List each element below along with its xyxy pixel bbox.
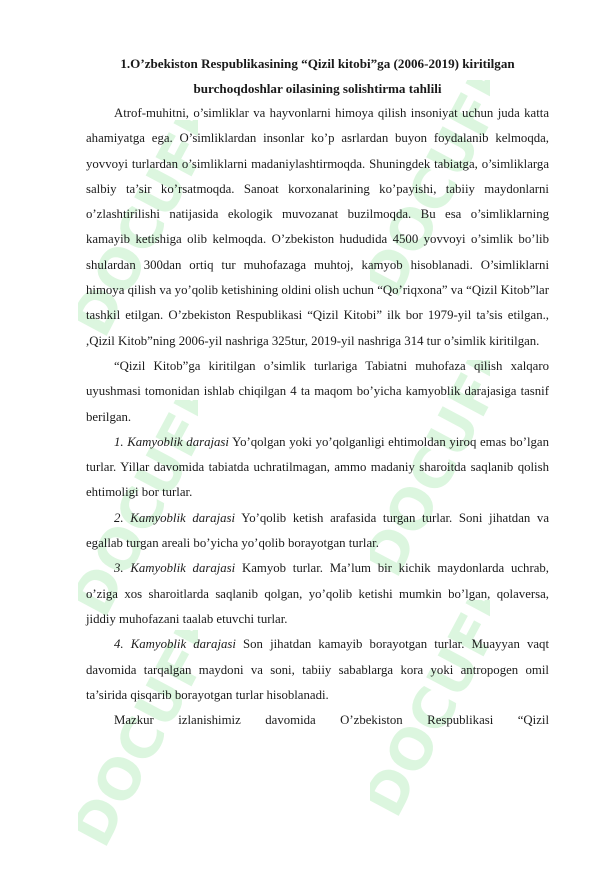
classification-paragraph: “Qizil Kitob”ga kiritilgan o’simlik turlariga Tabiatni muhofaza qilish xalqaro uyushmasi tomonidan ishlab chiqilgan 4 ta maqom bo’yicha kamyoblik darajasiga tasnif berilgan. (86, 358, 549, 424)
document-title (86, 51, 549, 101)
degree-4-term: Kamyoblik darajasi (130, 637, 236, 652)
intro-paragraph: Atrof-muhitni, o’simliklar va hayvonlarni himoya qilish insoniyat uchun juda katta ahamiyatga ega. O’simliklardan insonlar ko’p asrlardan buyon foydalanib kelmoqda, yovvoyi turlardan o’simliklarni madaniylashtirmoqda. Shuningdek tabiatga, o’simliklarga salbiy ta’sir ko’rsatmoqda. Sanoat korxonalarining ko’payishi, tabiiy maydonlarni o’zlashtirilishi natijasida ekologik muvozanat buzilmoqda. Bu esa o’simliklarning kamayib ketishiga olib kelmoqda. O’zbekiston hududida 4500 yovvoyi o’simlik bo’lib shulardan 300dan ortiq tur muhofazaga muhtoj, kamyob hisoblanadi. O’simliklarni himoya qilish va yo’qolib ketishining oldini olish uchun “Qo’riqxona” va “Qizil Kitob”lar tashkil etilgan. O’zbekiston Respublikasi “Qizil Kitobi” ilk bor 1979-yil ta’sis etilgan., ,Qizil Kitob”ning 2006-yil nashriga 325tur, 2019-yil nashriga 314 tur o’simlik kiritilgan. (86, 106, 549, 348)
degree-1-paragraph (86, 430, 549, 506)
svg-text:DOCUFF: DOCUFF (370, 360, 490, 587)
svg-text:DOCUFF: DOCUFF (78, 120, 198, 347)
document-page (86, 51, 549, 733)
degree-2-number: 2. (114, 510, 124, 525)
degree-2-text: Yo’qolib ketish arafasida turgan turlar. Soni jihatdan va egallab turgan areali bo’yicha yo’qolib borayotgan turlar. (86, 510, 550, 551)
degree-4-text: Son jihatdan kamayib borayotgan turlar. Muayyan vaqt davomida tarqalgan maydoni va soni, tabiiy sabablarga kora yoki antropogen omil ta’sirida qisqarib borayotgan turlar hisoblanadi. (86, 637, 550, 702)
degree-1-number: 1. (114, 434, 124, 449)
degree-3-paragraph (86, 556, 549, 632)
svg-text:DOCUFF: DOCUFF (78, 630, 198, 857)
closing-paragraph: Mazkur izlanishimiz davomida O’zbekiston Respublikasi “Qizil (114, 713, 549, 728)
degree-3-number: 3. (114, 561, 124, 576)
title-line-1: 1.O’zbekiston Respublikasining “Qizil kitobi”ga (2006-2019) kiritilgan (120, 56, 515, 71)
title-line-2: burchoqdoshlar oilasining solishtirma tahlili (193, 81, 442, 96)
degree-1-text: Yo’qolgan yoki yo’qolganligi ehtimoldan yiroq emas bo’lgan turlar. Yillar davomida tabiatda uchratilmagan, ammo madaniy sharoitda saqlanib qolish ehtimoligi bor turlar. (86, 434, 549, 500)
degree-1-term: Kamyoblik darajasi (127, 434, 229, 449)
degree-4-paragraph (86, 632, 549, 708)
svg-text:DOCUFF: DOCUFF (370, 80, 490, 307)
svg-text:DOCUFF: DOCUFF (78, 400, 198, 627)
svg-text:DOCUFF: DOCUFF (370, 600, 490, 827)
degree-3-text: Kamyob turlar. Ma’lum bir kichik maydonlarda uchrab, o’ziga xos sharoitlarda saqlanib qolgan, yo’qolib ketishi mumkin bo’lgan, qolaversa, jiddiy muhofazani taalab etuvchi turlar. (86, 561, 549, 626)
degree-2-term: Kamyoblik darajasi (130, 510, 236, 525)
degree-2-paragraph (86, 506, 549, 557)
degree-3-term: Kamyoblik darajasi (130, 561, 236, 576)
degree-4-number: 4. (114, 637, 124, 652)
